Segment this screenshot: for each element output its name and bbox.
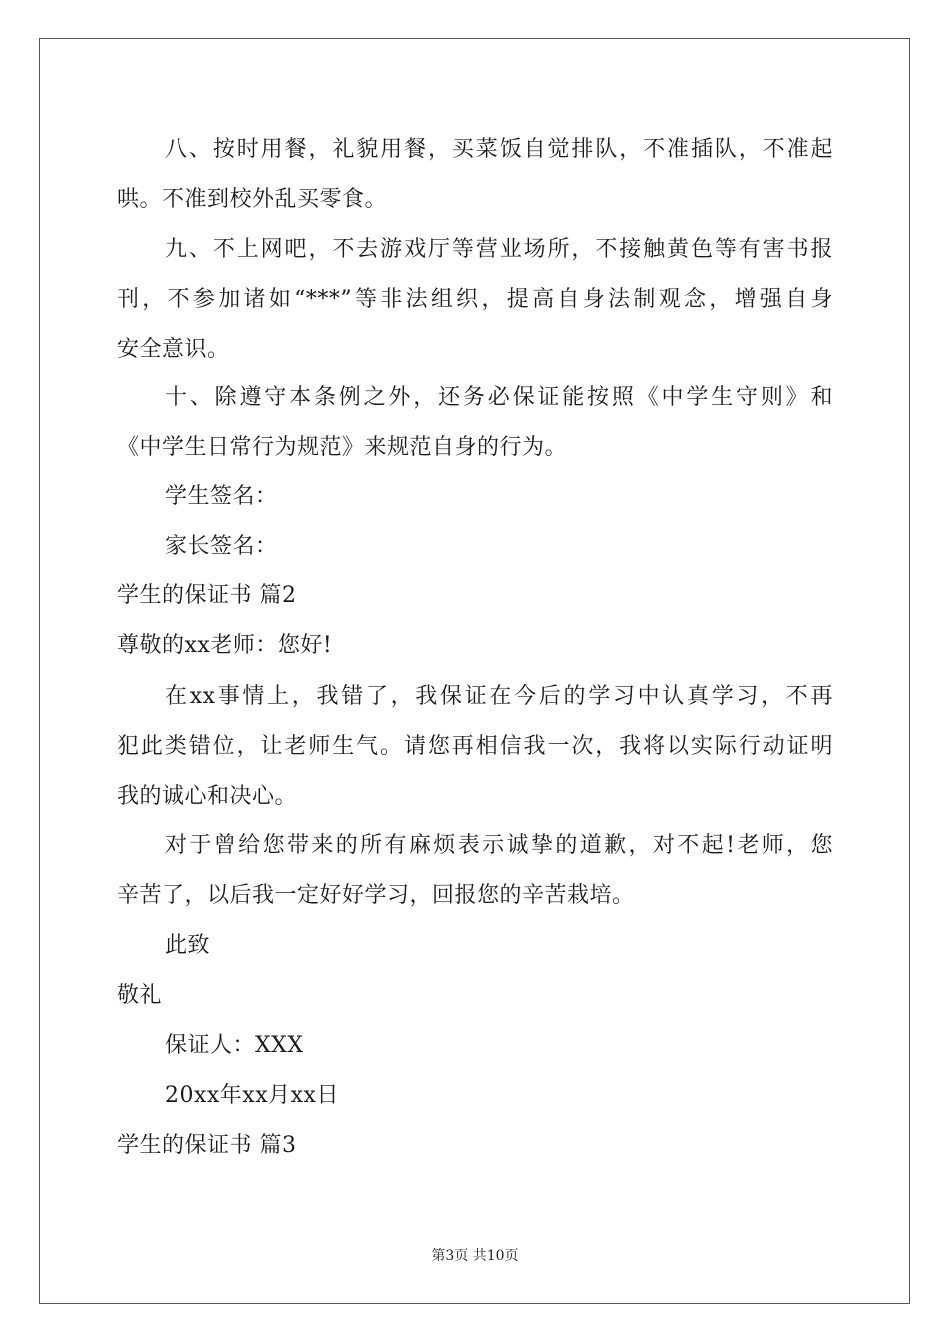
paragraph-line: 十、除遵守本条例之外，还务必保证能按照《中学生守则》和: [165, 385, 833, 410]
closing-regards: 敬礼: [117, 983, 163, 1008]
paragraph-line: 我的诚心和决心。: [117, 784, 298, 809]
paragraph-line: 哄。不准到校外乱买零食。: [117, 187, 388, 212]
section-heading: 学生的保证书 篇2: [117, 583, 297, 608]
paragraph-line: 辛苦了，以后我一定好好学习，回报您的辛苦栽培。: [117, 883, 635, 908]
paragraph-line: 八、按时用餐，礼貌用餐，买菜饭自觉排队，不准插队，不准起: [165, 137, 833, 162]
student-signature-label: 学生签名：: [165, 484, 278, 509]
closing-phrase: 此致: [165, 933, 211, 958]
date-line: 20xx年xx月xx日: [165, 1083, 339, 1108]
guarantor-line: 保证人：XXX: [165, 1033, 304, 1058]
parent-signature-label: 家长签名：: [165, 534, 278, 559]
salutation: 尊敬的xx老师：您好!: [117, 633, 333, 658]
paragraph-line: 安全意识。: [117, 337, 230, 362]
paragraph-line: 犯此类错位，让老师生气。请您再相信我一次，我将以实际行动证明: [117, 734, 833, 759]
paragraph-line: 在xx事情上，我错了，我保证在今后的学习中认真学习，不再: [165, 684, 833, 709]
paragraph-line: 《中学生日常行为规范》来规范自身的行为。: [117, 435, 568, 460]
paragraph-line: 对于曾给您带来的所有麻烦表示诚挚的道歉，对不起!老师，您: [165, 833, 833, 858]
paragraph-line: 九、不上网吧，不去游戏厅等营业场所，不接触黄色等有害书报: [165, 237, 833, 262]
page-footer: 第3页 共10页: [431, 1248, 519, 1264]
paragraph-line: 刊，不参加诸如“***”等非法组织，提高自身法制观念，增强自身: [117, 287, 833, 312]
page-border: [39, 38, 910, 1304]
section-heading: 学生的保证书 篇3: [117, 1133, 297, 1158]
